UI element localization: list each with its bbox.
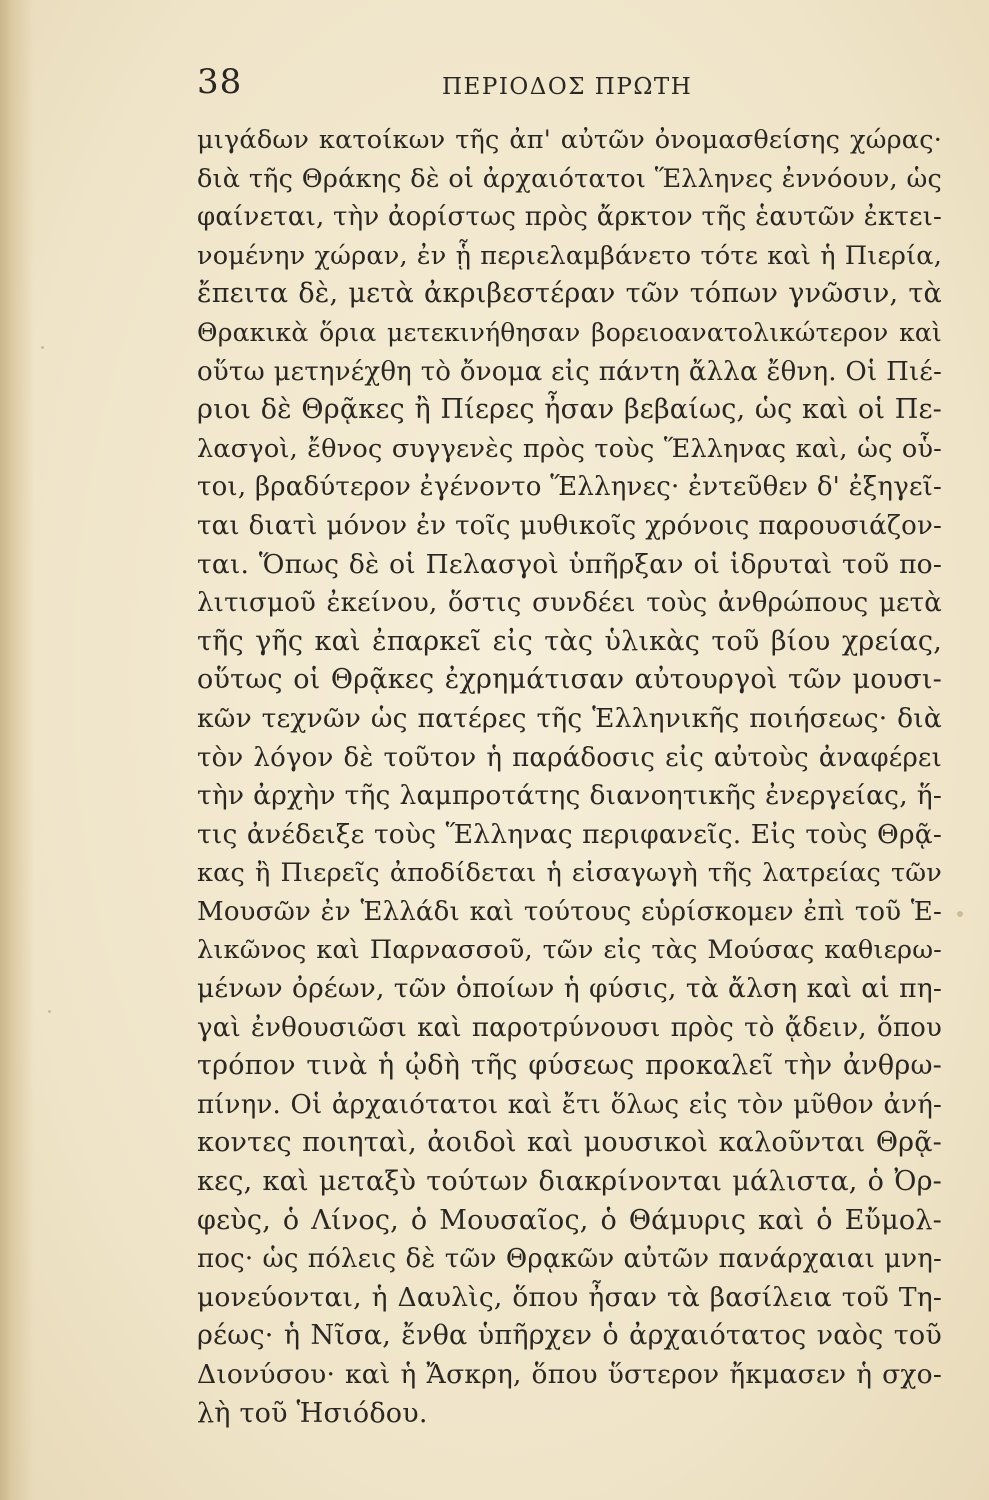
text-line: ριοι δὲ Θρᾷκες ἢ Πίερες ἦσαν βεβαίως, ὡς καὶ οἱ Πε-	[197, 394, 942, 426]
text-line: οὕτως οἱ Θρᾷκες ἐχρημάτισαν αὐτουργοὶ τῶν μουσι-	[197, 664, 942, 696]
text-line: λικῶνος καὶ Παρνασσοῦ, τῶν εἰς τὰς Μούσας καθιερω-	[197, 935, 942, 966]
paper-speck	[41, 346, 44, 349]
text-line: ται. Ὅπως δὲ οἱ Πελασγοὶ ὑπῆρξαν οἱ ἱδρυταὶ τοῦ πο-	[197, 548, 942, 580]
text-line: κῶν τεχνῶν ὡς πατέρες τῆς Ἑλληνικῆς ποιήσεως· διὰ	[197, 702, 942, 734]
text-line: τις ἀνέδειξε τοὺς Ἕλληνας περιφανεῖς. Εἰς τοὺς Θρᾷ-	[197, 818, 942, 850]
text-line: φαίνεται, τὴν ἀορίστως πρὸς ἄρκτον τῆς ἑαυτῶν ἐκτει-	[197, 202, 942, 233]
text-line: κοντες ποιηταὶ, ἀοιδοὶ καὶ μουσικοὶ καλοῦνται Θρᾷ-	[197, 1127, 942, 1159]
text-line: λασγοὶ, ἔθνος συγγενὲς πρὸς τοὺς Ἕλληνας καὶ, ὡς οὗ-	[197, 433, 942, 464]
text-line: Μουσῶν ἐν Ἑλλάδι καὶ τούτους εὑρίσκομεν ἐπὶ τοῦ Ἑ-	[197, 896, 942, 927]
running-head: ΠΕΡΙΟΔΟΣ ΠΡΩΤΗ	[442, 74, 693, 100]
text-line: γαὶ ἐνθουσιῶσι καὶ παροτρύνουσι πρὸς τὸ ᾄδειν, ὅπου	[197, 1012, 942, 1043]
text-line: μονεύονται, ἡ Δαυλὶς, ὅπου ἦσαν τὰ βασίλεια τοῦ Τη-	[197, 1281, 942, 1313]
spine-shadow	[0, 0, 34, 1500]
text-line: μιγάδων κατοίκων τῆς ἀπ' αὐτῶν ὀνομασθείσης χώρας·	[197, 125, 942, 155]
text-line: πος· ὡς πόλεις δὲ τῶν Θρᾳκῶν αὐτῶν πανάρχαιαι μνη-	[197, 1244, 942, 1275]
text-line: Θρακικὰ ὅρια μετεκινήθησαν βορειοανατολικώτερον καὶ	[197, 317, 942, 347]
text-line: πίνην. Οἱ ἀρχαιότατοι καὶ ἔτι ὅλως εἰς τὸν μῦθον ἀνή-	[197, 1089, 942, 1120]
text-line: τὴν ἀρχὴν τῆς λαμπροτάτης διανοητικῆς ἐνεργείας, ἥ-	[197, 780, 942, 812]
text-line: λιτισμοῦ ἐκείνου, ὅστις συνδέει τοὺς ἀνθρώπους μετὰ	[197, 588, 942, 619]
paper-speck	[48, 1010, 51, 1013]
text-line: ρέως· ἡ Νῖσα, ἔνθα ὑπῆρχεν ὁ ἀρχαιότατος ναὸς τοῦ	[197, 1320, 942, 1352]
text-line: τὸν λόγον δὲ τοῦτον ἡ παράδοσις εἰς αὐτοὺς ἀναφέρει	[197, 742, 942, 773]
page-header	[197, 62, 937, 112]
paper-speck	[957, 911, 963, 917]
text-line: οὕτω μετηνέχθη τὸ ὄνομα εἰς πάντη ἄλλα ἔθνη. Οἱ Πιέ-	[197, 356, 942, 387]
body-text	[197, 121, 942, 1433]
text-line: μένων ὀρέων, τῶν ὁποίων ἡ φύσις, τὰ ἄλση καὶ αἱ πη-	[197, 973, 942, 1005]
text-line: κας ἢ Πιερεῖς ἀποδίδεται ἡ εἰσαγωγὴ τῆς λατρείας τῶν	[197, 858, 942, 889]
text-line: ται διατὶ μόνον ἐν τοῖς μυθικοῖς χρόνοις παρουσιάζον-	[197, 510, 942, 541]
text-line: διὰ τῆς Θράκης δὲ οἱ ἀρχαιότατοι Ἕλληνες ἐννόουν, ὡς	[197, 163, 942, 194]
text-line: Διονύσου· καὶ ἡ Ἄσκρη, ὅπου ὕστερον ἤκμασεν ἡ σχο-	[197, 1359, 942, 1390]
text-line: τοι, βραδύτερον ἐγένοντο Ἕλληνες· ἐντεῦθεν δ' ἐξηγεῖ-	[197, 472, 942, 503]
text-line: τῆς γῆς καὶ ἐπαρκεῖ εἰς τὰς ὑλικὰς τοῦ βίου χρείας,	[197, 625, 942, 657]
text-line: λὴ τοῦ Ἡσιόδου.	[197, 1397, 428, 1429]
text-line: κες, καὶ μεταξὺ τούτων διακρίνονται μάλιστα, ὁ Ὀρ-	[197, 1166, 942, 1198]
text-line: φεὺς, ὁ Λίνος, ὁ Μουσαῖος, ὁ Θάμυρις καὶ ὁ Εὔμολ-	[197, 1204, 942, 1236]
text-line: ἔπειτα δὲ, μετὰ ἀκριβεστέραν τῶν τόπων γνῶσιν, τὰ	[197, 278, 942, 310]
page-number: 38	[197, 62, 243, 102]
text-line: τρόπον τινὰ ἡ ᾠδὴ τῆς φύσεως προκαλεῖ τὴν ἀνθρω-	[197, 1050, 942, 1082]
text-line: νομένην χώραν, ἐν ᾗ περιελαμβάνετο τότε καὶ ἡ Πιερία,	[197, 240, 942, 271]
